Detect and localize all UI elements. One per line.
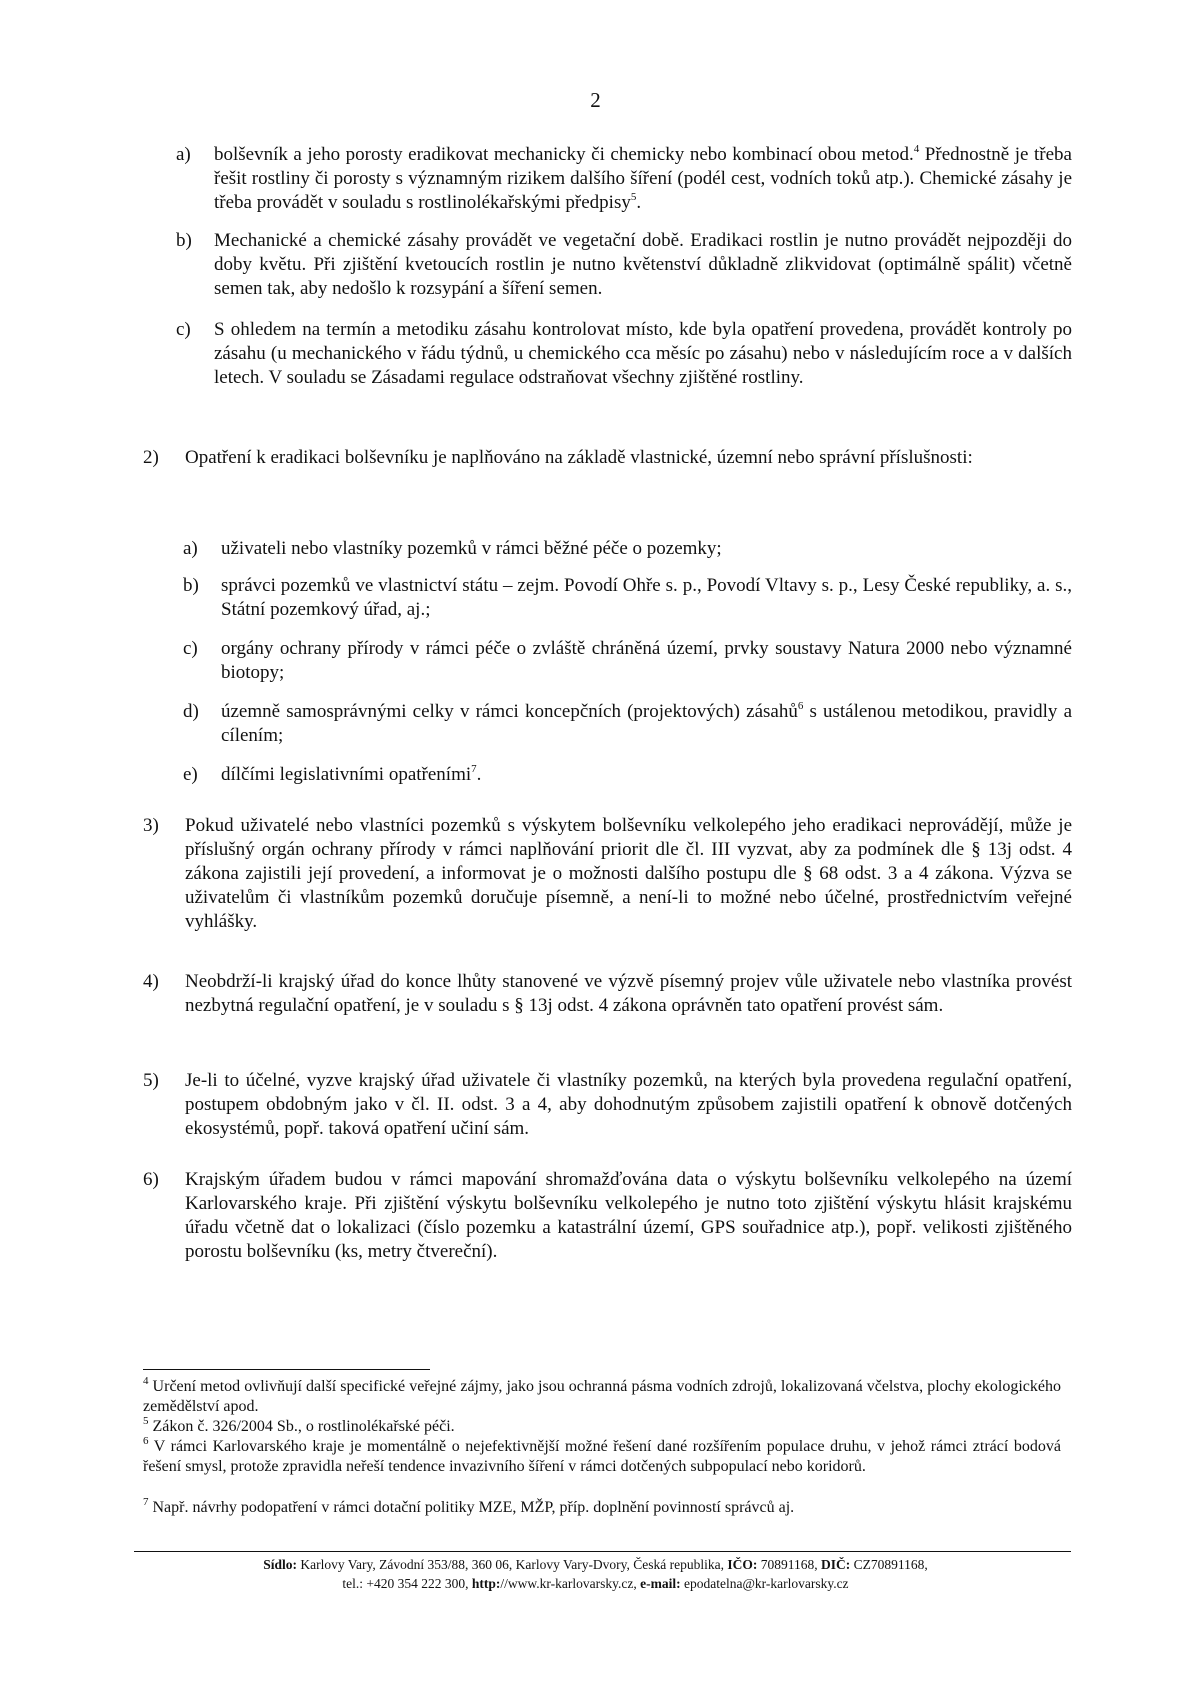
item-text-cont: Přednostně je třeba řešit rostliny či porosty s významným rizikem dalšího šíření (podél cest, vodních toků atp.). Chemické zásahy je třeba provádět v souladu s rostlinolékařskými předpisy (214, 144, 1072, 213)
item-text: územně samosprávnými celky v rámci koncepčních (projektových) zásahů (221, 701, 798, 722)
footnote-text: Zákon č. 326/2004 Sb., o rostlinolékařské péči. (148, 1418, 455, 1435)
footnote-ref-7: 7 (471, 762, 477, 775)
item-text: orgány ochrany přírody v rámci péče o zvláště chráněná území, prvky soustavy Natura 2000 nebo významné biotopy; (221, 638, 1072, 683)
footer-tel: tel.: +420 354 222 300, (342, 1576, 472, 1591)
paragraph-4 (143, 970, 1072, 1018)
paragraph-5 (143, 1069, 1072, 1141)
paragraph-label: 3) (143, 815, 159, 836)
footnote-text: Např. návrhy podopatření v rámci dotační politiky MZE, MŽP, příp. doplnění povinností správců aj. (148, 1499, 795, 1516)
item-text: S ohledem na termín a metodiku zásahu kontrolovat místo, kde byla opatření provedena, provádět kontroly po zásahu (u mechanického v řádu týdnů, u chemického cca měsíc po zásahu) nebo v následujícím roce a v dalších letech. V souladu se Zásadami regulace odstraňovat všechny zjištěné rostliny. (214, 319, 1072, 388)
item-label: a) (183, 538, 198, 559)
item-label: e) (183, 764, 198, 785)
footer-sidlo-label: Sídlo: (263, 1557, 297, 1572)
footer-dic: CZ70891168, (850, 1557, 928, 1572)
paragraph-text: Pokud uživatelé nebo vlastníci pozemků s výskytem bolševníku velkolepého jeho eradikaci neprovádějí, může je příslušný orgán ochrany přírody v rámci naplňování priorit dle čl. III vyzvat, aby za podmínek dle § 13j odst. 4 zákona zajistili její provedení, a informovat je o možnosti dalšího postupu dle § 68 odst. 3 a 4 zákona. Výzva se uživatelům či vlastníkům pozemků doručuje písemně, a není-li to možné nebo účelné, prostřednictvím veřejné vyhlášky. (185, 815, 1072, 932)
footer-dic-label: DIČ: (821, 1557, 851, 1572)
list-item-2c (183, 637, 1072, 685)
item-label: c) (183, 638, 198, 659)
page-number: 2 (590, 88, 601, 112)
list-item-2b (183, 574, 1072, 622)
list-item-2d (183, 700, 1072, 748)
item-text: bolševník a jeho porosty eradikovat mechanicky či chemicky nebo kombinací obou metod. (214, 144, 914, 165)
paragraph-label: 2) (143, 447, 159, 468)
footnote-6 (143, 1434, 1061, 1477)
paragraph-label: 6) (143, 1169, 159, 1190)
item-label: a) (176, 144, 191, 165)
footer-ico-label: IČO: (727, 1557, 758, 1572)
list-item-1a (176, 143, 1072, 215)
footnote-divider (143, 1369, 430, 1370)
item-label: b) (183, 575, 199, 596)
footer-email-label: e-mail: (640, 1576, 681, 1591)
list-item-1b (176, 229, 1072, 301)
list-item-2a (183, 537, 1072, 561)
item-text: uživateli nebo vlastníky pozemků v rámci běžné péče o pozemky; (221, 538, 722, 559)
paragraph-label: 4) (143, 971, 159, 992)
paragraph-3 (143, 814, 1072, 934)
footnote-5 (143, 1414, 1061, 1437)
footer-divider (134, 1551, 1071, 1552)
list-item-2e (183, 763, 1072, 787)
item-label: d) (183, 701, 199, 722)
footer-ico: 70891168, (757, 1557, 822, 1572)
footnote-number: 7 (143, 1495, 149, 1508)
footnote-text: V rámci Karlovarského kraje je momentálně o nejefektivnější možné řešení dané rozšířením populace druhu, v jehož rámci ztrácí bodová řešení smysl, protože zpravidla neřeší tendence invazivního šíření v rámci dotčených subpopulací nebo koridorů. (143, 1438, 1061, 1475)
item-text-end: . (636, 192, 642, 213)
list-item-1c (176, 318, 1072, 390)
paragraph-text: Opatření k eradikaci bolševníku je naplňováno na základě vlastnické, územní nebo správní příslušnosti: (185, 447, 973, 468)
footer-email-link[interactable]: epodatelna@kr-karlovarsky.cz (680, 1576, 849, 1591)
footer-address-line (0, 1556, 1191, 1574)
footnote-ref-5: 5 (630, 190, 637, 203)
footnote-4 (143, 1374, 1061, 1417)
paragraph-text: Neobdrží-li krajský úřad do konce lhůty stanovené ve výzvě písemný projev vůle uživatele nebo vlastníka provést nezbytná regulační opatření, je v souladu s § 13j odst. 4 zákona oprávněn tato opatření provést sám. (185, 971, 1072, 1016)
paragraph-2 (143, 446, 1072, 470)
paragraph-text: Je-li to účelné, vyzve krajský úřad uživatele či vlastníky pozemků, na kterých byla provedena regulační opatření, postupem obdobným jako v čl. II. odst. 3 a 4, aby dohodnutým způsobem zajistili opatření k obnově dotčených ekosystémů, popř. taková opatření učiní sám. (185, 1070, 1072, 1139)
footnote-number: 5 (143, 1414, 149, 1427)
paragraph-label: 5) (143, 1070, 159, 1091)
footnote-ref-4: 4 (913, 142, 920, 155)
footnote-number: 6 (143, 1434, 149, 1447)
item-text: Mechanické a chemické zásahy provádět ve vegetační době. Eradikaci rostlin je nutno provádět nejpozději do doby květu. Při zjištění kvetoucích rostlin je nutno květenství důkladně zlikvidovat (optimálně spálit) včetně semen tak, aby nedošlo k rozsypání a šíření semen. (214, 230, 1072, 299)
footnote-7 (143, 1495, 1061, 1518)
footer-web-link[interactable]: //www.kr-karlovarsky.cz, (500, 1576, 641, 1591)
footnote-text: Určení metod ovlivňují další specifické veřejné zájmy, jako jsou ochranná pásma vodních zdrojů, lokalizovaná včelstva, plochy ekologického zemědělství apod. (143, 1378, 1061, 1415)
item-text-end: . (476, 764, 482, 785)
paragraph-text: Krajským úřadem budou v rámci mapování shromažďována data o výskytu bolševníku velkolepého na území Karlovarského kraje. Při zjištění výskytu bolševníku velkolepého je nutno toto zjištění výskytu hlásit krajskému úřadu včetně dat o lokalizaci (číslo pozemku a katastrální území, GPS souřadnice atp.), popř. velikosti zjištěného porostu bolševníku (ks, metry čtvereční). (185, 1169, 1072, 1262)
footnote-ref-6: 6 (797, 699, 804, 712)
item-label: c) (176, 319, 191, 340)
footer-http-label: http: (471, 1576, 501, 1591)
item-text-cont: s ustálenou metodikou, pravidly a cílením; (221, 701, 1072, 746)
footer-contact-line (0, 1575, 1191, 1593)
footer-address: Karlovy Vary, Závodní 353/88, 360 06, Karlovy Vary-Dvory, Česká republika, (296, 1557, 728, 1572)
item-text: dílčími legislativními opatřeními (221, 764, 472, 785)
paragraph-6 (143, 1168, 1072, 1264)
item-label: b) (176, 230, 192, 251)
item-text: správci pozemků ve vlastnictví státu – zejm. Povodí Ohře s. p., Povodí Vltavy s. p., Lesy České republiky, a. s., Státní pozemkový úřad, aj.; (221, 575, 1072, 620)
footnote-number: 4 (143, 1374, 149, 1387)
